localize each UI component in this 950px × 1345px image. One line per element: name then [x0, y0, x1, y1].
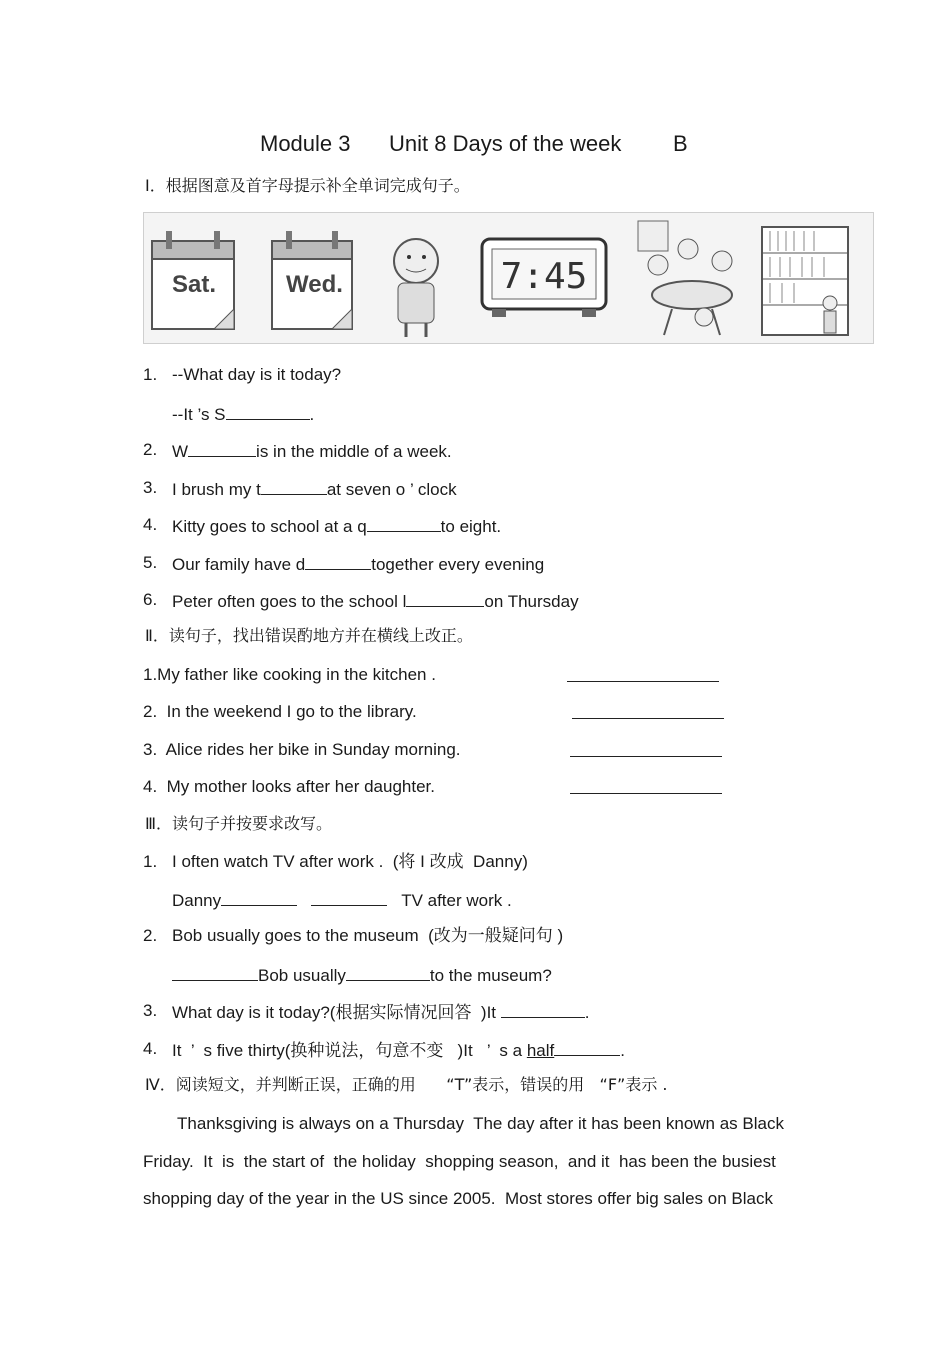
- s1-item6-blank[interactable]: [406, 590, 484, 607]
- illustration-strip: [143, 212, 874, 344]
- section2-heading: Ⅱ．读句子，找出错误酌地方并在横线上改正。: [145, 626, 473, 645]
- s4-paragraph-line1: Thanksgiving is always on a Thursday The day after it has been known as Black: [177, 1114, 784, 1133]
- s1-item2-line: W is in the middle of a week.: [172, 442, 452, 461]
- s2-item4: 4. My mother looks after her daughter.: [143, 777, 435, 796]
- s3-item2-num: 2.: [143, 926, 158, 945]
- s1-item1-answer-post: .: [309, 405, 315, 424]
- calendar-sat-label: Sat.: [172, 271, 217, 298]
- illustration-svg: [144, 213, 875, 345]
- s1-item5-blank[interactable]: [305, 553, 371, 570]
- library-bookshelf-icon: [762, 227, 848, 335]
- title-module: Module 3: [260, 131, 351, 156]
- s3-item3-line: What day is it today?(根据实际情况回答 )It .: [172, 1003, 590, 1022]
- s3-item1-blank2[interactable]: [311, 889, 387, 906]
- s3-item2-text: Bob usually goes to the museum (改为一般疑问句 ): [172, 926, 564, 945]
- calendar-wed-label: Wed.: [286, 271, 343, 298]
- s3-item4-num: 4.: [143, 1039, 158, 1058]
- s1-item3-blank[interactable]: [261, 478, 327, 495]
- s3-item4-fill: half: [526, 1041, 555, 1060]
- child-figure-icon: [394, 239, 438, 337]
- section4-heading: Ⅳ．阅读短文，并判断正误，正确的用 “T”表示，错误的用 “F”表示 .: [145, 1075, 668, 1094]
- section3-heading: Ⅲ．读句子并按要求改写。: [145, 814, 333, 833]
- s1-item1-blank[interactable]: [226, 403, 310, 420]
- s1-item2-num: 2.: [143, 440, 158, 459]
- family-dinner-icon: [638, 221, 732, 335]
- s2-item1-answer-line[interactable]: [567, 681, 719, 682]
- digital-clock-icon: [482, 239, 606, 317]
- s1-item4-line: Kitty goes to school at a q to eight.: [172, 517, 502, 536]
- s4-paragraph-line2: Friday. It is the start of the holiday shopping season, and it has been the busiest: [143, 1152, 776, 1171]
- s1-item3-line: I brush my t at seven o ’ clock: [172, 480, 457, 499]
- s3-item2-answer-line: Bob usually to the museum?: [172, 964, 552, 986]
- s1-item1-answer-line: [172, 403, 314, 425]
- s2-item3: 3. Alice rides her bike in Sunday morning.: [143, 740, 461, 759]
- s3-item1-num: 1.: [143, 852, 158, 871]
- s1-item1-question: --What day is it today?: [172, 365, 342, 384]
- title-unit: Unit 8 Days of the week: [389, 131, 622, 156]
- s1-item4-num: 4.: [143, 515, 158, 534]
- s2-item3-answer-line[interactable]: [570, 756, 722, 757]
- s1-item6-num: 6.: [143, 590, 158, 609]
- s2-item2: 2. In the weekend I go to the library.: [143, 702, 417, 721]
- s3-item4-line: It ’ s five thirty(换种说法，句意不变 )It ’ s a half .: [172, 1041, 625, 1060]
- s3-item4-blank[interactable]: [554, 1039, 620, 1056]
- title-letter: B: [673, 131, 688, 156]
- s2-item4-answer-line[interactable]: [570, 793, 722, 794]
- s1-item4-blank[interactable]: [367, 515, 441, 532]
- section1-heading: Ⅰ．根据图意及首字母提示补全单词完成句子。: [145, 176, 470, 195]
- s1-item1-num: 1.: [143, 365, 158, 384]
- clock-time: 7:45: [500, 256, 588, 297]
- s3-item1-text: I often watch TV after work . (将 I 改成 Danny): [172, 852, 528, 871]
- s2-item2-answer-line[interactable]: [572, 718, 724, 719]
- s2-item1: 1.My father like cooking in the kitchen .: [143, 665, 436, 684]
- s3-item3-blank[interactable]: [501, 1001, 585, 1018]
- s1-item3-num: 3.: [143, 478, 158, 497]
- s3-item2-blank2[interactable]: [346, 964, 430, 981]
- s3-item3-num: 3.: [143, 1001, 158, 1020]
- s1-item1-answer-pre: --It ’s S: [172, 405, 226, 424]
- s1-item5-line: Our family have d together every evening: [172, 555, 545, 574]
- s1-item2-blank[interactable]: [188, 440, 256, 457]
- s3-item1-answer-line: Danny TV after work .: [172, 891, 512, 910]
- s3-item1-blank1[interactable]: [221, 889, 297, 906]
- s1-item5-num: 5.: [143, 553, 158, 572]
- s3-item2-blank1[interactable]: [172, 964, 258, 981]
- s1-item6-line: Peter often goes to the school l on Thursday: [172, 592, 579, 611]
- s4-paragraph-line3: shopping day of the year in the US since 2005. Most stores offer big sales on Black: [143, 1189, 773, 1208]
